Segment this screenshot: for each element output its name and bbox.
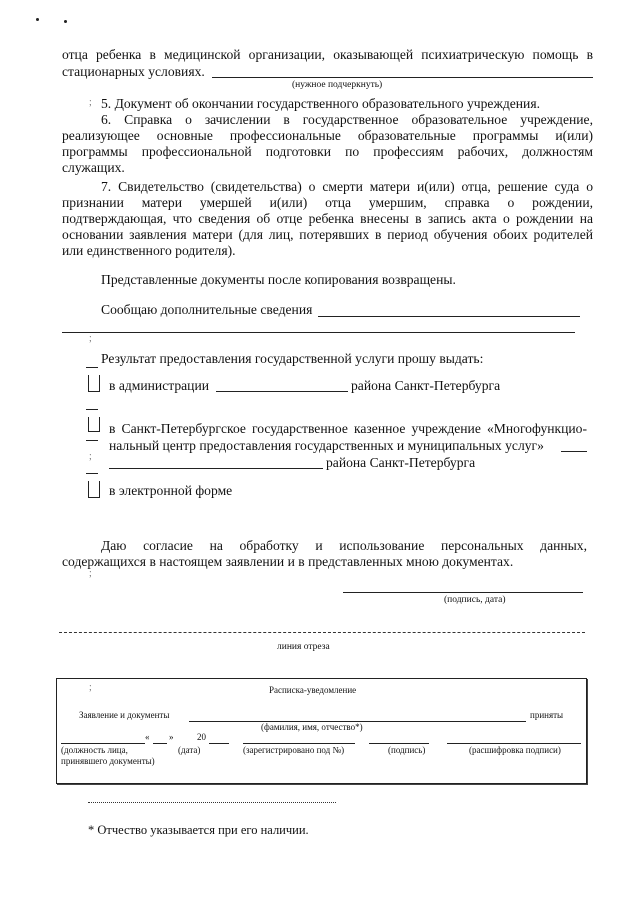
checkbox-frame	[86, 473, 98, 474]
top-line: отца ребенка в медицинской организации, оказывающей психиатрическую помощь в	[62, 47, 593, 62]
top-line-2: стационарных условиях.	[62, 64, 205, 79]
scan-mark: ;	[89, 568, 92, 579]
receipt-decode-field[interactable]	[447, 743, 581, 744]
cut-line	[59, 632, 585, 633]
scan-speck	[64, 20, 67, 23]
option-admin-label: в администрации	[109, 378, 209, 393]
receipt-sign-field[interactable]	[369, 743, 429, 744]
receipt-year-field[interactable]	[209, 743, 229, 744]
item-7-line: или единственного родителя).	[62, 243, 236, 258]
receipt-position-caption: (должность лица,	[61, 745, 128, 755]
item-6-line: 6. Справка о зачислении в государственное образовательное учреждение,	[101, 112, 593, 127]
admin-district-field[interactable]	[216, 391, 348, 392]
checkbox-mfc[interactable]	[88, 417, 100, 432]
option-mfc-suffix: района Санкт-Петербурга	[326, 455, 476, 470]
item-7-line: основании заявления матери (для лиц, потерявших в период обучения обоих родителей	[62, 227, 593, 242]
item-6-line: служащих.	[62, 160, 125, 175]
receipt-position-field[interactable]	[61, 743, 145, 744]
checkbox-frame	[86, 409, 98, 410]
receipt-title: Расписка-уведомление	[269, 685, 357, 695]
item-7-line: подтверждающая, что сведения об отце ребенка внесены в запись акта о рождении на	[62, 211, 593, 226]
option-mfc-line: в Санкт-Петербургское государственное казенное учреждение «Многофункцио-	[109, 421, 587, 436]
docs-returned: Представленные документы после копирования возвращены.	[101, 272, 456, 287]
additional-info-field[interactable]	[318, 316, 580, 317]
scan-speck	[36, 18, 39, 21]
receipt-year: 20	[197, 732, 206, 742]
checkbox-frame	[86, 440, 98, 441]
scan-mark: ;	[89, 451, 92, 462]
checkbox-electronic[interactable]	[88, 481, 100, 498]
receipt-reg-field[interactable]	[243, 743, 355, 744]
item-5: 5. Документ об окончании государственного образовательного учреждения.	[101, 96, 540, 111]
mfc-district-field[interactable]	[109, 468, 323, 469]
receipt-accepted: приняты	[530, 710, 564, 720]
option-mfc-line: нальный центр предоставления государственных и муниципальных услуг»	[109, 438, 544, 453]
receipt-date-open: «	[145, 732, 150, 742]
cut-line-label: линия отреза	[277, 642, 330, 652]
signature-caption: (подпись, дата)	[444, 595, 506, 605]
receipt-decode-caption: (расшифровка подписи)	[469, 745, 561, 755]
option-admin-suffix: района Санкт-Петербурга	[351, 378, 501, 393]
receipt-date-caption: (дата)	[178, 745, 201, 755]
footnote-separator	[88, 802, 336, 803]
signature-field[interactable]	[343, 592, 583, 593]
underline-field	[212, 77, 593, 78]
footnote: * Отчество указывается при его наличии.	[88, 823, 309, 837]
item-7-line: 7. Свидетельство (свидетельства) о смерти матери и(или) отца, решение суда о	[101, 179, 593, 194]
mfc-field-end[interactable]	[561, 451, 587, 452]
consent-line: содержащихся в настоящем заявлении и в представленных мною документах.	[62, 554, 514, 569]
receipt-reg-caption: (зарегистрировано под №)	[243, 745, 345, 755]
underline-note: (нужное подчеркнуть)	[292, 80, 383, 90]
additional-info-field-2[interactable]	[62, 332, 575, 333]
item-6-line: программы профессиональной подготовки по профессиям рабочих, должностям	[62, 144, 593, 159]
receipt-position-caption-2: принявшего документы)	[61, 756, 155, 766]
scan-mark: ;	[89, 97, 92, 108]
scan-mark: ;	[89, 682, 92, 693]
receipt-statement: Заявление и документы	[79, 710, 170, 720]
receipt-date-close: »	[169, 732, 174, 742]
item-7-line: признании матери умершей и(или) отца умершим, справка о рождении,	[62, 195, 593, 210]
item-6-line: реализующее основные профессиональные образовательные программы и(или)	[62, 128, 593, 143]
checkbox-frame	[86, 367, 98, 368]
consent-line: Даю согласие на обработку и использование персональных данных,	[101, 538, 587, 553]
receipt-fio-caption: (фамилия, имя, отчество*)	[261, 722, 363, 732]
receipt-day-field[interactable]	[153, 743, 167, 744]
scan-mark: ;	[89, 333, 92, 344]
additional-info-label: Сообщаю дополнительные сведения	[101, 302, 313, 317]
receipt-box	[56, 678, 587, 784]
result-title: Результат предоставления государственной услуги прошу выдать:	[101, 351, 484, 366]
checkbox-admin[interactable]	[88, 375, 100, 392]
receipt-sign-caption: (подпись)	[388, 745, 426, 755]
option-electronic-label: в электронной форме	[109, 483, 233, 498]
